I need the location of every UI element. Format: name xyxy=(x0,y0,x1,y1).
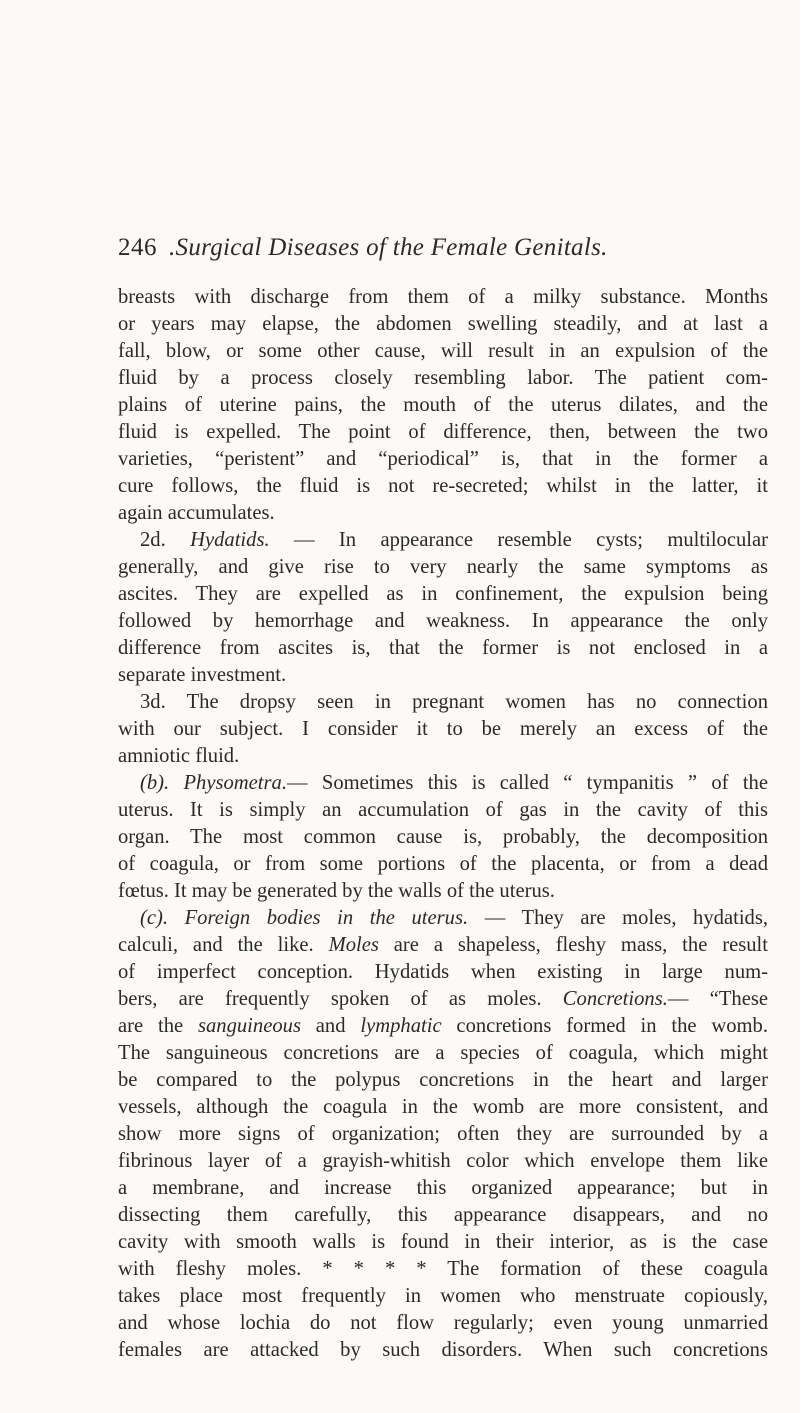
text-line xyxy=(118,581,768,608)
paragraph xyxy=(118,284,768,527)
text-segment: separate investment. xyxy=(118,664,287,686)
text-segment: are a shapeless, fleshy mass, the result xyxy=(378,934,768,956)
text-segment: and xyxy=(300,1015,361,1037)
text-line xyxy=(118,1256,768,1283)
text-segment: concretions formed in the womb. xyxy=(441,1015,768,1037)
text-line xyxy=(118,1337,768,1364)
text-line xyxy=(118,284,768,311)
text-line xyxy=(118,986,768,1013)
text-segment: difference from ascites is, that the former is not enclosed in a xyxy=(118,637,768,659)
text-line xyxy=(118,1094,768,1121)
text-line xyxy=(118,446,768,473)
text-line xyxy=(118,1067,768,1094)
text-segment: plains of uterine pains, the mouth of the uterus dilates, and the xyxy=(118,394,768,416)
text-segment: are the xyxy=(118,1015,198,1037)
text-segment: dissecting them carefully, this appearance disappears, and no xyxy=(118,1204,768,1226)
text-segment: fœtus. It may be generated by the walls of the uterus. xyxy=(118,880,555,902)
running-header xyxy=(118,234,768,262)
paragraph xyxy=(118,770,768,905)
text-segment: breasts with discharge from them of a milky substance. Months xyxy=(118,286,768,308)
text-segment: bers, are frequently spoken of as moles. xyxy=(118,988,563,1010)
text-line xyxy=(118,1121,768,1148)
text-segment: show more signs of organization; often they are surrounded by a xyxy=(118,1123,768,1145)
italic-text: (c). Foreign bodies in the uterus. xyxy=(140,907,469,929)
text-line xyxy=(118,527,768,554)
text-segment: 2d. xyxy=(140,529,191,551)
paragraph xyxy=(118,905,768,1364)
text-segment: vessels, although the coagula in the womb are more consistent, and xyxy=(118,1096,768,1118)
text-segment: varieties, “peristent” and “periodical” is, that in the former a xyxy=(118,448,768,470)
text-segment: — They are moles, hydatids, xyxy=(468,907,768,929)
text-line xyxy=(118,338,768,365)
text-line xyxy=(118,1040,768,1067)
italic-text: Moles xyxy=(328,934,379,956)
text-line xyxy=(118,1013,768,1040)
italic-text: Concretions. xyxy=(562,988,668,1010)
text-line xyxy=(118,392,768,419)
text-segment: cavity with smooth walls is found in their interior, as is the case xyxy=(118,1231,768,1253)
text-line xyxy=(118,851,768,878)
text-segment: calculi, and the like. xyxy=(118,934,329,956)
italic-text: sanguineous xyxy=(197,1015,301,1037)
italic-text: lymphatic xyxy=(360,1015,442,1037)
text-segment: with fleshy moles. * * * * The formation of these coagula xyxy=(118,1258,768,1280)
text-line xyxy=(118,1310,768,1337)
text-segment: with our subject. I consider it to be merely an excess of the xyxy=(118,718,768,740)
text-line xyxy=(118,959,768,986)
text-segment: fibrinous layer of a grayish-whitish color which envelope them like xyxy=(118,1150,768,1172)
text-line xyxy=(118,797,768,824)
text-segment: and whose lochia do not flow regularly; even young unmarried xyxy=(118,1312,768,1334)
text-line xyxy=(118,824,768,851)
text-segment: be compared to the polypus concretions in the heart and larger xyxy=(118,1069,768,1091)
text-line xyxy=(118,878,768,905)
text-line xyxy=(118,743,768,770)
text-segment: — Sometimes this is called “ tympanitis ” of the xyxy=(286,772,768,794)
page-number: 246 xyxy=(118,234,157,261)
text-segment: generally, and give rise to very nearly the same symptoms as xyxy=(118,556,768,578)
text-line xyxy=(118,554,768,581)
text-segment: fluid is expelled. The point of difference, then, between the two xyxy=(118,421,768,443)
paragraph xyxy=(118,527,768,689)
text-line xyxy=(118,608,768,635)
text-line xyxy=(118,1283,768,1310)
text-line xyxy=(118,1202,768,1229)
text-segment: fall, blow, or some other cause, will result in an expulsion of the xyxy=(118,340,768,362)
text-segment: cure follows, the fluid is not re-secreted; whilst in the latter, it xyxy=(118,475,768,497)
text-line xyxy=(118,770,768,797)
text-segment: or years may elapse, the abdomen swelling steadily, and at last a xyxy=(118,313,768,335)
text-line xyxy=(118,932,768,959)
text-segment: a membrane, and increase this organized appearance; but in xyxy=(118,1177,768,1199)
text-segment: The sanguineous concretions are a species of coagula, which might xyxy=(118,1042,768,1064)
text-line xyxy=(118,635,768,662)
text-line xyxy=(118,716,768,743)
text-segment: fluid by a process closely resembling labor. The patient com- xyxy=(118,367,768,389)
text-line xyxy=(118,1229,768,1256)
text-segment: — In appearance resemble cysts; multilocular xyxy=(269,529,768,551)
text-line xyxy=(118,1148,768,1175)
text-line xyxy=(118,311,768,338)
text-segment: again accumulates. xyxy=(118,502,275,524)
text-line xyxy=(118,662,768,689)
text-line xyxy=(118,365,768,392)
text-line xyxy=(118,689,768,716)
text-line xyxy=(118,419,768,446)
italic-text: Hydatids. xyxy=(190,529,270,551)
text-segment: organ. The most common cause is, probably, the decomposition xyxy=(118,826,768,848)
text-segment: 3d. The dropsy seen in pregnant women has no connection xyxy=(140,691,768,713)
text-segment: uterus. It is simply an accumulation of gas in the cavity of this xyxy=(118,799,768,821)
text-segment: females are attacked by such disorders. When such concretions xyxy=(118,1339,768,1361)
text-line xyxy=(118,473,768,500)
text-line xyxy=(118,905,768,932)
text-segment: ascites. They are expelled as in confinement, the expulsion being xyxy=(118,583,768,605)
text-line xyxy=(118,1175,768,1202)
running-title: .Surgical Diseases of the Female Genitals. xyxy=(169,234,608,261)
paragraph xyxy=(118,689,768,770)
italic-text: (b). Physometra. xyxy=(140,772,287,794)
text-segment: of coagula, or from some portions of the placenta, or from a dead xyxy=(118,853,768,875)
text-segment: followed by hemorrhage and weakness. In appearance the only xyxy=(118,610,768,632)
page-body-text xyxy=(118,284,768,1364)
text-segment: takes place most frequently in women who menstruate copiously, xyxy=(118,1285,768,1307)
text-segment: — “These xyxy=(667,988,768,1010)
text-line xyxy=(118,500,768,527)
text-segment: amniotic fluid. xyxy=(118,745,240,767)
text-segment: of imperfect conception. Hydatids when existing in large num- xyxy=(118,961,768,983)
